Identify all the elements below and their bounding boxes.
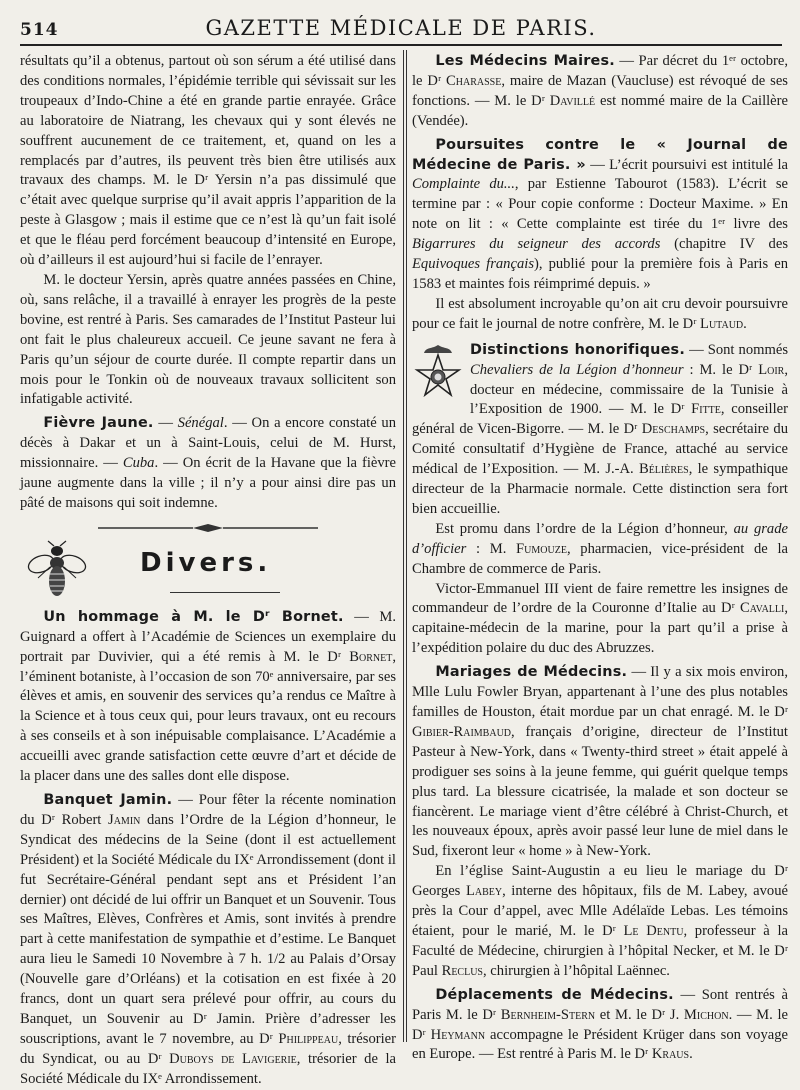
deplacements-article: Déplacements de Médecins. — Sont rentrés à Paris M. le Dʳ Bernheim-Stern et M. le Dʳ J. Michon. — M. le Dʳ Heymann accompagne le Président Krüger dans son voyage en Europe. — Est rentré à Paris M. le Dʳ Kraus. (412, 986, 789, 1063)
distinctions-paragraph-2: Est promu dans l’ordre de la Légion d’honneur, au grade d’officier : M. Fumouze, pharmacien, vice-président de la Chambre de commerce de Paris. (412, 520, 788, 577)
poursuites-heading: Poursuites contre le « Journal de Médecine de Paris. » (412, 136, 788, 173)
distinctions-block (412, 341, 788, 520)
column-divider (403, 50, 407, 1042)
deplacements-heading: Déplacements de Médecins. (435, 986, 674, 1003)
banquet-jamin-heading: Banquet Jamin. (43, 792, 173, 808)
medecins-maires-heading: Les Médecins Maires. (435, 53, 615, 69)
ornament-rule-icon (98, 523, 318, 533)
poursuites-paragraph-2: Il est absolument incroyable qu’on ait cru devoir poursuivre pour ce fait le journal de notre confrère, M. le Dʳ Lutaud. (412, 295, 788, 332)
left-column (20, 52, 397, 1087)
yersin-paragraph-1: résultats qu’il a obtenus, partout où son sérum a été utilisé dans des conditions normales, l’épidémie terrible qui sévissait sur les troupeaux d’Indo-Chine a été en grande partie enrayée. Grâce au laboratoire de Niatrang, les chevaux qui y sont élevés ne souffrent aucunement de ce traitement, et, quand on les a remplacés par d’autres, ils peuvent très bien être utilisés aux travaux des champs. M. le Dʳ Yersin n’a pas dissimulé que c’était avec quelque surprise qu’il avait appris l’apparition de la peste à Glasgow ; mais il estime que ce n’est là qu’un fait isolé et que le fléau perd forcément beaucoup d’intensité en Europe, où d’ailleurs il est aujourd’hui si facile de l’enrayer. (20, 53, 396, 269)
medecins-maires-article: Les Médecins Maires. — Par décret du 1ᵉʳ octobre, le Dʳ Charasse, maire de Mazan (Vaucluse) est révoqué de ses fonctions. — M. le Dʳ Davillé est nommé maire de la Caillère (Vendée). (412, 53, 788, 129)
poursuites-article: Poursuites contre le « Journal de Médecine de Paris. » — L’écrit poursuivi est intitulé la Complainte du..., par Estienne Tabourot (1583). L’écrit se termine par : « Pour copie conforme : Docteur Maxime. » En note on lit : « Cette complainte est tirée du 1ᵉʳ livre des Bigarrures du seigneur des accords (chapitre IV des Equivoques français), publié pour la première fois à Paris en 1583 et maintes fois réimprimé depuis. » (412, 136, 789, 292)
bee-emblem-icon (28, 540, 86, 600)
fievre-jaune-article: Fièvre Jaune. — Sénégal. — On a encore constaté un décès à Dakar et un à Saint-Louis, celui de M. Hurst, missionnaire. — Cuba. — On écrit de la Havane que la fièvre jaune augmente dans la ville ; il n’y a pour ainsi dire pas un pâté de maisons qui soit indemne. (20, 415, 397, 511)
page-number: 514 (20, 20, 59, 40)
divers-section-header (20, 540, 396, 602)
divers-underline (170, 592, 280, 593)
hommage-bornet-article: Un hommage à M. le Dʳ Bornet. — M. Guignard a offert à l’Académie de Sciences un exemplaire du portrait par Duvivier, qui a été remis à M. le Dʳ Bornet, l’éminent botaniste, à l’occasion de son 70ᵉ anniversaire, par ses élèves et amis, en souvenir des services qu’a rendus ce Maître à la Science et à tous ceux qui, pour leurs travaux, ont eu recours à ses conseils et à son inépuisable complaisance. L’Académie a accueilli avec grande satisfaction cette œuvre d’art et décide de la placer dans une des salles dont elle dispose. (20, 608, 397, 785)
right-column (412, 52, 789, 1063)
distinctions-paragraph-3: Victor-Emmanuel III vient de faire remettre les insignes de commandeur de l’ordre de la Couronne d’Italie au Dʳ Cavalli, capitaine-médecin de la marine, pour la part qu’il a prise à l’expédition polaire du duc des Abruzzes. (412, 580, 788, 657)
page-header (20, 14, 782, 46)
mariages-paragraph-2: En l’église Saint-Augustin a eu lieu le mariage du Dʳ Georges Labey, interne des hôpitaux, fils de M. Labey, avoué près la Cour d’appel, avec Mlle Adélaïde Lebas. Les témoins étaient, pour le marié, M. le Dʳ Le Dentu, professeur à la Faculté de Médecine, chirurgien à l’hôpital Necker, et M. le Dʳ Paul Reclus, chirurgien à l’hôpital Laënnec. (412, 863, 788, 979)
legion-honneur-medal-icon (412, 343, 464, 403)
journal-title: GAZETTE MÉDICALE DE PARIS. (205, 16, 597, 40)
mariages-article: Mariages de Médecins. — Il y a six mois environ, Mlle Lulu Fowler Bryan, appartenant à l’une des plus notables familles de Houston, était mordue par un chat enragé. M. le Dʳ Gibier-Raimbaud, français d’origine, directeur de l’Institut Pasteur à New-York, dans « Twenty-third street » était appelé à prodiguer ses soins à la jeune femme, qui guérit quelque temps plus tard. La blessure cicatrisée, la malade et son docteur se fiancèrent. Le mariage vient d’être célébré à Christ-Church, et les nouveaux époux, après avoir passé leur lune de miel dans le Sud, fixeront leur « home » à New-York. (412, 664, 788, 860)
distinctions-heading: Distinctions honorifiques. (470, 341, 685, 358)
section-ornament (20, 522, 396, 534)
mariages-heading: Mariages de Médecins. (435, 664, 628, 681)
divers-title: Divers. (140, 547, 272, 578)
hommage-bornet-heading: Un hommage à M. le Dʳ Bornet. (43, 608, 344, 625)
banquet-jamin-article: Banquet Jamin. — Pour fêter la récente nomination du Dʳ Robert Jamin dans l’Ordre de la Légion d’honneur, le Syndicat des médecins de la Seine (dont il est actuellement Président) et la Société Médicale du IXᵉ Arrondissement (dont il fut Secrétaire-Général pendant sept ans et Président l’an dernier) ont décidé de lui offrir un Banquet et un Souvenir. Tous ses Maîtres, Elèves, Confrères et Amis, sont invités à prendre part à cette manifestation de sympathie et d’estime. Le Banquet aura lieu le Samedi 10 Novembre à 7 h. 1/2 au Palais d’Orsay (Nouvelle gare d’Orléans) et la cotisation en est fixée à 20 francs, dont un quart sera prélevé pour offrir, au cours du Banquet, un Souvenir au Dʳ Jamin. Prière d’adresser les souscriptions, avant le 7 novembre, au Dʳ Philippeau, trésorier du Syndicat, ou au Dʳ Duboys de Lavigerie, trésorier de la Société Médicale du IXᵉ Arrondissement. (20, 792, 397, 1087)
yersin-paragraph-2: M. le docteur Yersin, après quatre années passées en Chine, où, sans relâche, il a travaillé à enrayer les progrès de la peste bovine, est rentré à Paris. Ses camarades de l’Institut Pasteur lui ont fait le plus chaleureux accueil. Ce jeune savant ne fera à Paris qu’un séjour de courte durée. Il compte repartir dans un mois pour le Tonkin où de nouveaux travaux sollicitent son infatigable activité. (20, 271, 396, 408)
fievre-jaune-heading: Fièvre Jaune. (43, 415, 154, 432)
distinctions-article: Distinctions honorifiques. — Sont nommés Chevaliers de la Légion d’honneur : M. le Dʳ Loir, docteur en médecine, commissaire de la Tunisie à l’Exposition de 1900. — M. le Dʳ Fitte, conseiller général de Vicen-Bigorre. — M. le Dʳ Deschamps, secrétaire du Comité consultatif d’Hygiène de France, attaché au service médical de l’Exposition. — M. J.-A. Bélières, le sympathique directeur de la Pharmacie normale. Cette distinction sera fort bien accueillie. (412, 341, 789, 517)
